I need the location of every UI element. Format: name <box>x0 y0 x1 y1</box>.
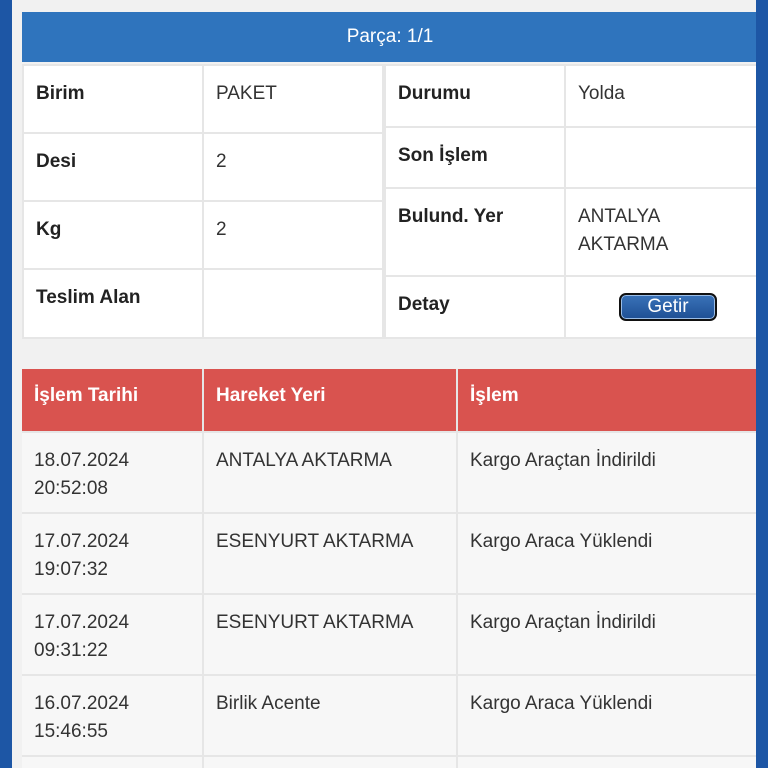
col-header-action: İşlem <box>458 369 756 431</box>
col-header-date: İşlem Tarihi <box>22 369 202 431</box>
table-row-date <box>22 676 202 755</box>
table-row-partial <box>204 757 456 768</box>
row-action: Kargo Araca Yüklendi <box>458 676 756 755</box>
row-location: ESENYURT AKTARMA <box>204 514 456 593</box>
last-action-value <box>566 128 756 187</box>
receiver-label: Teslim Alan <box>24 270 202 337</box>
row-time: 15:46:55 <box>34 721 108 742</box>
row-date: 16.07.2024 <box>34 693 130 714</box>
row-location: Birlik Acente <box>204 676 456 755</box>
col-header-location: Hareket Yeri <box>204 369 456 431</box>
row-location: ESENYURT AKTARMA <box>204 595 456 674</box>
receiver-value <box>204 270 382 337</box>
row-action: Kargo Araca Yüklendi <box>458 514 756 593</box>
desi-label: Desi <box>24 134 202 200</box>
last-action-label: Son İşlem <box>386 128 564 187</box>
weight-value: 2 <box>204 202 382 268</box>
detail-label: Detay <box>386 277 564 337</box>
row-time: 20:52:08 <box>34 478 108 499</box>
row-date: 17.07.2024 <box>34 531 130 552</box>
row-date: 18.07.2024 <box>34 450 130 471</box>
table-row-date <box>22 514 202 593</box>
table-row-date <box>22 595 202 674</box>
weight-label: Kg <box>24 202 202 268</box>
movement-history-table <box>22 369 756 768</box>
unit-value: PAKET <box>204 66 382 132</box>
table-row-date <box>22 433 202 512</box>
unit-label: Birim <box>24 66 202 132</box>
status-label: Durumu <box>386 66 564 126</box>
row-time: 09:31:22 <box>34 640 108 661</box>
shipment-panel <box>12 0 756 768</box>
row-location: ANTALYA AKTARMA <box>204 433 456 512</box>
status-value: Yolda <box>566 66 756 126</box>
row-action: Kargo Araçtan İndirildi <box>458 433 756 512</box>
get-detail-button[interactable]: Getir <box>619 293 717 321</box>
row-date: 17.07.2024 <box>34 612 130 633</box>
table-row-partial <box>22 757 202 768</box>
location-label: Bulund. Yer <box>386 189 564 275</box>
desi-value: 2 <box>204 134 382 200</box>
table-row-partial <box>458 757 756 768</box>
row-time: 19:07:32 <box>34 559 108 580</box>
part-title: Parça: 1/1 <box>346 26 434 47</box>
part-header <box>22 12 756 62</box>
row-action: Kargo Araçtan İndirildi <box>458 595 756 674</box>
location-value: ANTALYA AKTARMA <box>566 189 756 275</box>
